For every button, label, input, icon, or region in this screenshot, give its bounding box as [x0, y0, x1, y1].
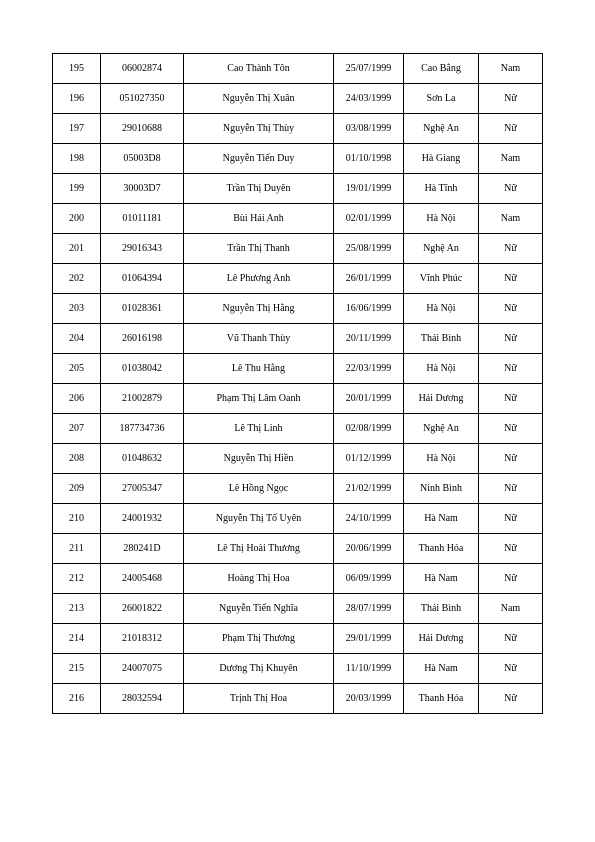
table-row	[53, 114, 543, 144]
birthplace-cell: Hải Dương	[404, 624, 479, 654]
table-row	[53, 354, 543, 384]
id-cell: 29010688	[101, 114, 184, 144]
name-cell: Bùi Hải Anh	[184, 204, 334, 234]
row-number-cell: 203	[53, 294, 101, 324]
birthplace-cell: Nghệ An	[404, 234, 479, 264]
birthplace-cell: Vĩnh Phúc	[404, 264, 479, 294]
row-number-cell: 201	[53, 234, 101, 264]
id-cell: 187734736	[101, 414, 184, 444]
table-row	[53, 414, 543, 444]
birth-date-cell: 26/01/1999	[334, 264, 404, 294]
table-row	[53, 174, 543, 204]
birth-date-cell: 20/03/1999	[334, 684, 404, 714]
birth-date-cell: 20/11/1999	[334, 324, 404, 354]
id-cell: 21002879	[101, 384, 184, 414]
table-row	[53, 594, 543, 624]
table-row	[53, 264, 543, 294]
student-table	[52, 53, 543, 714]
birth-date-cell: 25/07/1999	[334, 54, 404, 84]
name-cell: Nguyễn Thị Xuân	[184, 84, 334, 114]
row-number-cell: 216	[53, 684, 101, 714]
gender-cell: Nữ	[479, 684, 543, 714]
birth-date-cell: 24/10/1999	[334, 504, 404, 534]
row-number-cell: 208	[53, 444, 101, 474]
id-cell: 29016343	[101, 234, 184, 264]
gender-cell: Nữ	[479, 294, 543, 324]
birth-date-cell: 01/10/1998	[334, 144, 404, 174]
table-row	[53, 384, 543, 414]
gender-cell: Nam	[479, 144, 543, 174]
table-row	[53, 54, 543, 84]
birthplace-cell: Hà Nam	[404, 564, 479, 594]
table-row	[53, 624, 543, 654]
birthplace-cell: Sơn La	[404, 84, 479, 114]
birth-date-cell: 16/06/1999	[334, 294, 404, 324]
row-number-cell: 214	[53, 624, 101, 654]
gender-cell: Nữ	[479, 624, 543, 654]
row-number-cell: 211	[53, 534, 101, 564]
birthplace-cell: Cao Bằng	[404, 54, 479, 84]
birthplace-cell: Hà Nam	[404, 504, 479, 534]
birthplace-cell: Hà Nội	[404, 204, 479, 234]
gender-cell: Nam	[479, 54, 543, 84]
id-cell: 24001932	[101, 504, 184, 534]
table-row	[53, 684, 543, 714]
table-row	[53, 144, 543, 174]
birth-date-cell: 21/02/1999	[334, 474, 404, 504]
gender-cell: Nữ	[479, 174, 543, 204]
table-row	[53, 564, 543, 594]
name-cell: Nguyễn Tiến Nghĩa	[184, 594, 334, 624]
row-number-cell: 198	[53, 144, 101, 174]
birth-date-cell: 01/12/1999	[334, 444, 404, 474]
row-number-cell: 213	[53, 594, 101, 624]
id-cell: 01011181	[101, 204, 184, 234]
name-cell: Nguyễn Thị Hằng	[184, 294, 334, 324]
id-cell: 24007075	[101, 654, 184, 684]
birthplace-cell: Thái Bình	[404, 594, 479, 624]
row-number-cell: 207	[53, 414, 101, 444]
row-number-cell: 204	[53, 324, 101, 354]
row-number-cell: 196	[53, 84, 101, 114]
row-number-cell: 202	[53, 264, 101, 294]
gender-cell: Nữ	[479, 264, 543, 294]
birth-date-cell: 02/01/1999	[334, 204, 404, 234]
birth-date-cell: 24/03/1999	[334, 84, 404, 114]
id-cell: 01038042	[101, 354, 184, 384]
birthplace-cell: Hà Giang	[404, 144, 479, 174]
row-number-cell: 205	[53, 354, 101, 384]
name-cell: Trần Thị Thanh	[184, 234, 334, 264]
table-row	[53, 534, 543, 564]
row-number-cell: 200	[53, 204, 101, 234]
birthplace-cell: Thái Bình	[404, 324, 479, 354]
row-number-cell: 212	[53, 564, 101, 594]
name-cell: Lê Thị Linh	[184, 414, 334, 444]
birth-date-cell: 29/01/1999	[334, 624, 404, 654]
birthplace-cell: Hà Nội	[404, 444, 479, 474]
row-number-cell: 209	[53, 474, 101, 504]
gender-cell: Nữ	[479, 84, 543, 114]
gender-cell: Nữ	[479, 414, 543, 444]
birthplace-cell: Thanh Hóa	[404, 534, 479, 564]
gender-cell: Nữ	[479, 114, 543, 144]
table-row	[53, 204, 543, 234]
row-number-cell: 197	[53, 114, 101, 144]
name-cell: Nguyễn Thị Tố Uyên	[184, 504, 334, 534]
name-cell: Lê Hồng Ngọc	[184, 474, 334, 504]
table-row	[53, 84, 543, 114]
id-cell: 051027350	[101, 84, 184, 114]
birth-date-cell: 11/10/1999	[334, 654, 404, 684]
name-cell: Phạm Thị Thương	[184, 624, 334, 654]
birthplace-cell: Hà Nam	[404, 654, 479, 684]
birth-date-cell: 20/01/1999	[334, 384, 404, 414]
row-number-cell: 215	[53, 654, 101, 684]
name-cell: Dương Thị Khuyên	[184, 654, 334, 684]
gender-cell: Nữ	[479, 474, 543, 504]
name-cell: Vũ Thanh Thùy	[184, 324, 334, 354]
name-cell: Lê Thị Hoài Thương	[184, 534, 334, 564]
id-cell: 06002874	[101, 54, 184, 84]
birthplace-cell: Ninh Bình	[404, 474, 479, 504]
name-cell: Nguyễn Tiến Duy	[184, 144, 334, 174]
birthplace-cell: Hà Nội	[404, 354, 479, 384]
id-cell: 24005468	[101, 564, 184, 594]
name-cell: Nguyễn Thị Hiền	[184, 444, 334, 474]
gender-cell: Nam	[479, 204, 543, 234]
name-cell: Trần Thị Duyên	[184, 174, 334, 204]
name-cell: Cao Thành Tôn	[184, 54, 334, 84]
name-cell: Phạm Thị Lâm Oanh	[184, 384, 334, 414]
birth-date-cell: 06/09/1999	[334, 564, 404, 594]
id-cell: 01028361	[101, 294, 184, 324]
birthplace-cell: Thanh Hóa	[404, 684, 479, 714]
id-cell: 01064394	[101, 264, 184, 294]
table-row	[53, 294, 543, 324]
gender-cell: Nam	[479, 594, 543, 624]
name-cell: Lê Phương Anh	[184, 264, 334, 294]
birthplace-cell: Hải Dương	[404, 384, 479, 414]
row-number-cell: 195	[53, 54, 101, 84]
table-row	[53, 474, 543, 504]
birth-date-cell: 02/08/1999	[334, 414, 404, 444]
gender-cell: Nữ	[479, 504, 543, 534]
row-number-cell: 199	[53, 174, 101, 204]
table-row	[53, 234, 543, 264]
table-row	[53, 654, 543, 684]
id-cell: 280241D	[101, 534, 184, 564]
birthplace-cell: Nghệ An	[404, 114, 479, 144]
birthplace-cell: Hà Tĩnh	[404, 174, 479, 204]
table-row	[53, 504, 543, 534]
row-number-cell: 206	[53, 384, 101, 414]
name-cell: Hoàng Thị Hoa	[184, 564, 334, 594]
id-cell: 05003D8	[101, 144, 184, 174]
birthplace-cell: Nghệ An	[404, 414, 479, 444]
gender-cell: Nữ	[479, 384, 543, 414]
id-cell: 26016198	[101, 324, 184, 354]
table-row	[53, 324, 543, 354]
gender-cell: Nữ	[479, 654, 543, 684]
birth-date-cell: 22/03/1999	[334, 354, 404, 384]
name-cell: Trịnh Thị Hoa	[184, 684, 334, 714]
birth-date-cell: 03/08/1999	[334, 114, 404, 144]
gender-cell: Nữ	[479, 564, 543, 594]
id-cell: 01048632	[101, 444, 184, 474]
birthplace-cell: Hà Nội	[404, 294, 479, 324]
gender-cell: Nữ	[479, 444, 543, 474]
birth-date-cell: 19/01/1999	[334, 174, 404, 204]
birth-date-cell: 25/08/1999	[334, 234, 404, 264]
id-cell: 30003D7	[101, 174, 184, 204]
id-cell: 21018312	[101, 624, 184, 654]
gender-cell: Nữ	[479, 324, 543, 354]
id-cell: 28032594	[101, 684, 184, 714]
birth-date-cell: 20/06/1999	[334, 534, 404, 564]
name-cell: Lê Thu Hằng	[184, 354, 334, 384]
row-number-cell: 210	[53, 504, 101, 534]
student-table-body	[53, 54, 543, 714]
name-cell: Nguyễn Thị Thùy	[184, 114, 334, 144]
table-row	[53, 444, 543, 474]
gender-cell: Nữ	[479, 234, 543, 264]
birth-date-cell: 28/07/1999	[334, 594, 404, 624]
id-cell: 26001822	[101, 594, 184, 624]
id-cell: 27005347	[101, 474, 184, 504]
gender-cell: Nữ	[479, 354, 543, 384]
gender-cell: Nữ	[479, 534, 543, 564]
